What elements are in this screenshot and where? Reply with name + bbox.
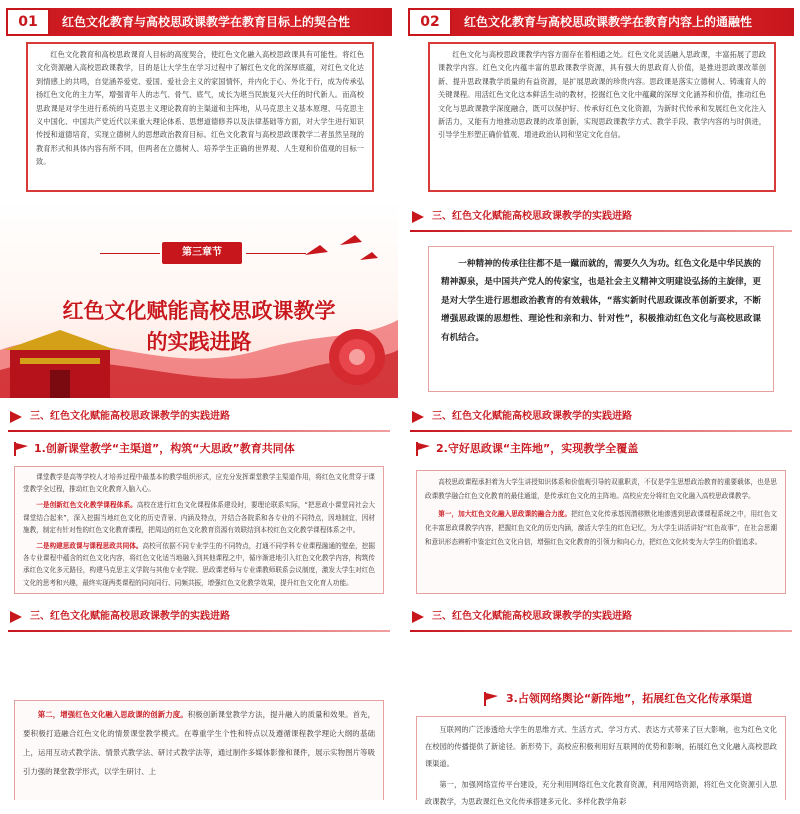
slide-classroom-teaching[interactable] (0, 400, 398, 598)
point-2-highlight: 二是构建思政课与课程思政共同体。 (36, 542, 143, 551)
slide-practice-intro[interactable] (402, 200, 800, 398)
point-2-text: 积极创新课堂教学方法，提升融入的质量和效果。首先，要积极打造融合红色文化的情景课堂教学模式。在尊重学生个性和特点以及遵循课程教学理论大纲的基础上，运用互动式教学法、情景式教学法、研讨式教学法等，通过制作多媒体影像和课件，展示实物图片等吸引力强的课堂教学形式，以学生研讨、上 (23, 710, 375, 776)
slide-content-integration[interactable] (402, 0, 800, 198)
intro-text: 高校思政课程承担着为大学生讲授知识体系和价值观引导的双重职责，不仅是学生思想政治教育的重要载体，也是思政课教学融合红色文化教育的最佳通道，是传承红色文化的主阵地。高校应充分将红色文化融入高校思政课教学。 (425, 478, 777, 500)
section-title: 三、红色文化赋能高校思政课教学的实践进路 (432, 411, 632, 422)
subsection-heading: 2.守好思政课“主阵地”，实现教学全覆盖 (436, 442, 639, 455)
slide-innovation-force[interactable] (0, 600, 398, 798)
section-title: 三、红色文化赋能高校思政课教学的实践进路 (432, 611, 632, 622)
chapter-line-right (246, 253, 306, 254)
flag-icon (414, 440, 432, 458)
flag-icon (12, 440, 30, 458)
section-header (402, 406, 800, 428)
point-1 (417, 507, 785, 553)
slide-title: 红色文化教育与高校思政课教学在教育目标上的契合性 (62, 15, 351, 29)
point-2 (15, 540, 383, 593)
slide-header-bar (408, 8, 794, 36)
chapter-title-line1: 红色文化赋能高校思政课教学 (62, 299, 336, 323)
quote-text: 一种精神的传承往往都不是一蹴而就的，需要久久为功。红色文化是中华民族的精神源泉，是中国共产党人的传家宝，也是社会主义精神文明建设弘扬的主旋律，更是对大学生进行思想政治教育的有效载体，“落实新时代思政课改革创新要求，不断增强思政课的思想性、理论性和亲和力、针对性”，积极推动红色文化与高校思政课有机结合。 (441, 259, 761, 343)
content-box (416, 470, 786, 594)
section-header (402, 606, 800, 628)
slide-header-bar (6, 8, 392, 36)
slide-main-position[interactable] (402, 400, 800, 598)
flag-icon (482, 690, 500, 708)
content-frame (428, 42, 776, 192)
point-1-highlight: 第一，加大红色文化融入思政课的融合力度。 (438, 510, 572, 518)
slide-title: 红色文化教育与高校思政课教学在教育内容上的通融性 (464, 15, 753, 29)
section-divider (410, 430, 792, 432)
point-1-text: 第一，加强网络宣传平台建设，充分利用网络红色文化教育资源，利用网络资源，将红色文化资源引入思政课教学，为思政课红色文化传承搭建多元化、多样化教学角彩 (425, 780, 777, 806)
point-2-highlight: 第二，增强红色文化融入思政课的创新力度。 (37, 710, 188, 719)
section-divider (410, 630, 792, 632)
chapter-line-left (100, 253, 160, 254)
section-icon (8, 409, 24, 425)
section-icon (410, 209, 426, 225)
point-2-text: 高校可依据不同专业学生的不同特点，打通不同学科专业课程融通的壁垒，挖掘各专业课程中蕴含的红色文化内容，将红色文化适当地融入到其他课程之中，循序渐进地引入红色文化教学内容，构筑传承红色文化多元路径，构建马克思主义学院与其他专业学院、思政课老师与专业课教师联系会议制度，激发大学生对红色文化的思考和兴趣，最终实现两类课程的同向同行、同频共振，增强红色文化教学效果，提升红色文化育人功能。 (23, 542, 376, 587)
gate-icon (0, 318, 120, 398)
content-box (14, 700, 384, 800)
body-text: 红色文化教育和高校思政课育人目标的高度契合，使红色文化融入高校思政课具有可能性。将红色文化资源融入高校思政课教学，目的是让大学生在学习过程中了解红色文化的深厚底蕴，对红色文化达到情感上的共鸣，自觉涵养爱党、爱国、爱社会主义的家国情怀，并内化于心、外化于行，成为传承弘扬红色文化的主力军，增强青年人的志气、骨气、底气，成长为堪当民族复兴大任的时代新人。而高校思政课是对学生进行系统的马克思主义理论教育的主渠道和主阵地，从马克思主义基本原理、马克思主义中国化、中国共产党近代以来重大理论体系、思想道德修养以及法律基础等方面，对大学生进行知识传授和道德培育，实现立德树人的思想政治教育目标。红色文化教育与高校思政课教学二者虽然呈现的教育形式和具体内容有所不同，但两者在立德树人、培养学生正确的世界观、人生观和价值观的目标一致。 (36, 50, 364, 167)
section-title: 三、红色文化赋能高校思政课教学的实践进路 (30, 611, 230, 622)
slide-number: 02 (408, 8, 452, 36)
peony-icon (322, 322, 392, 392)
quote-box (428, 246, 774, 392)
point-2 (15, 701, 383, 785)
intro-text: 课堂教学是高等学校人才培养过程中最基本的教学组织形式，应充分发挥课堂教学主渠道作用，将红色文化贯穿于课堂教学全过程，推动红色文化教育入脑入心。 (23, 473, 375, 494)
section-header (0, 406, 398, 428)
section-title: 三、红色文化赋能高校思政课教学的实践进路 (30, 411, 230, 422)
subsection-heading: 3.占领网络舆论“新阵地”，拓展红色文化传承渠道 (506, 692, 753, 705)
chapter-badge: 第三章节 (162, 242, 242, 264)
section-header (0, 606, 398, 628)
subsection-heading: 1.创新课堂教学“主渠道”，构筑“大思政”教育共同体 (34, 442, 295, 455)
section-divider (8, 430, 390, 432)
intro-text: 互联网的广泛渗透给大学生的思维方式、生活方式、学习方式、表达方式带来了巨大影响，也为红色文化在校园的传播提供了新途径。新形势下，高校应积极利用好互联网的优势和影响，拓展红色文化融入高校思政课渠道。 (425, 725, 777, 768)
slide-goal-compatibility[interactable] (0, 0, 398, 198)
section-icon (8, 609, 24, 625)
slide-chapter-cover[interactable] (0, 200, 398, 398)
section-header (402, 206, 800, 228)
section-divider (410, 230, 792, 232)
content-frame (26, 42, 374, 192)
point-1 (15, 499, 383, 540)
slide-number: 01 (6, 8, 50, 36)
section-icon (410, 609, 426, 625)
slide-network-position[interactable] (402, 600, 800, 806)
dove-icon (300, 230, 380, 270)
section-title: 三、红色文化赋能高校思政课教学的实践进路 (432, 211, 632, 222)
point-1-text: 把红色文化传承基因潜移默化地渗透到思政课课程系统之中，用红色文化丰富思政课教学内容，把握红色文化的历史内涵，激活大学生的红色记忆，为大学生讲活讲好“红色故事”，在社会思潮和意识形态辨析中鉴定红色文化自信，增强红色文化教育的引领力和向心力，把红色文化转变为大学生的价值追求。 (425, 510, 778, 546)
section-icon (410, 409, 426, 425)
chapter-title-line2: 的实践进路 (146, 330, 252, 354)
content-box (416, 716, 786, 806)
body-text: 红色文化与高校思政课教学内容方面存在着相通之处。红色文化灵活融入思政课，丰富拓展了思政课教学内容。红色文化内蕴丰富的思政课教学资源，具有强大的思政育人价值，是推进思政课改革创新、提升思政课教学质量的有益资源，是扩展思政课的珍贵内容。思政课是落实立德树人、铸魂育人的关键课程。用活红色文化这本鲜活生动的教材，挖掘红色文化中蕴藏的深厚文化涵养和价值，推动红色文化与思政课教学深度融合，既可以保护好、传承好红色文化资源，为新时代传承和发展红色文化注入新活力，又能有力地推动思政课的改革创新，实现思政课教学方式、教学手段、教学内容的与时俱进，引导学生形塑正确价值观、增进政治认同和坚定文化自信。 (438, 50, 766, 140)
point-1-highlight: 一是创新红色文化教学课程体系。 (36, 501, 137, 510)
section-divider (8, 630, 390, 632)
content-box (14, 466, 384, 594)
point-1-text: 高校在进行红色文化课程体系建设时，要理论联系实际，“把思政小课堂同社会大课堂结合起来”，深入挖掘当地红色文化的历史背景、内涵及特点，并结合各院系和各专业的不同特点，因地制宜，因材施教，制定有针对性的红色文化教育课程，把周边的红色文化教育资源有效联结到本校红色文化教学课程体系之中。 (23, 501, 376, 534)
